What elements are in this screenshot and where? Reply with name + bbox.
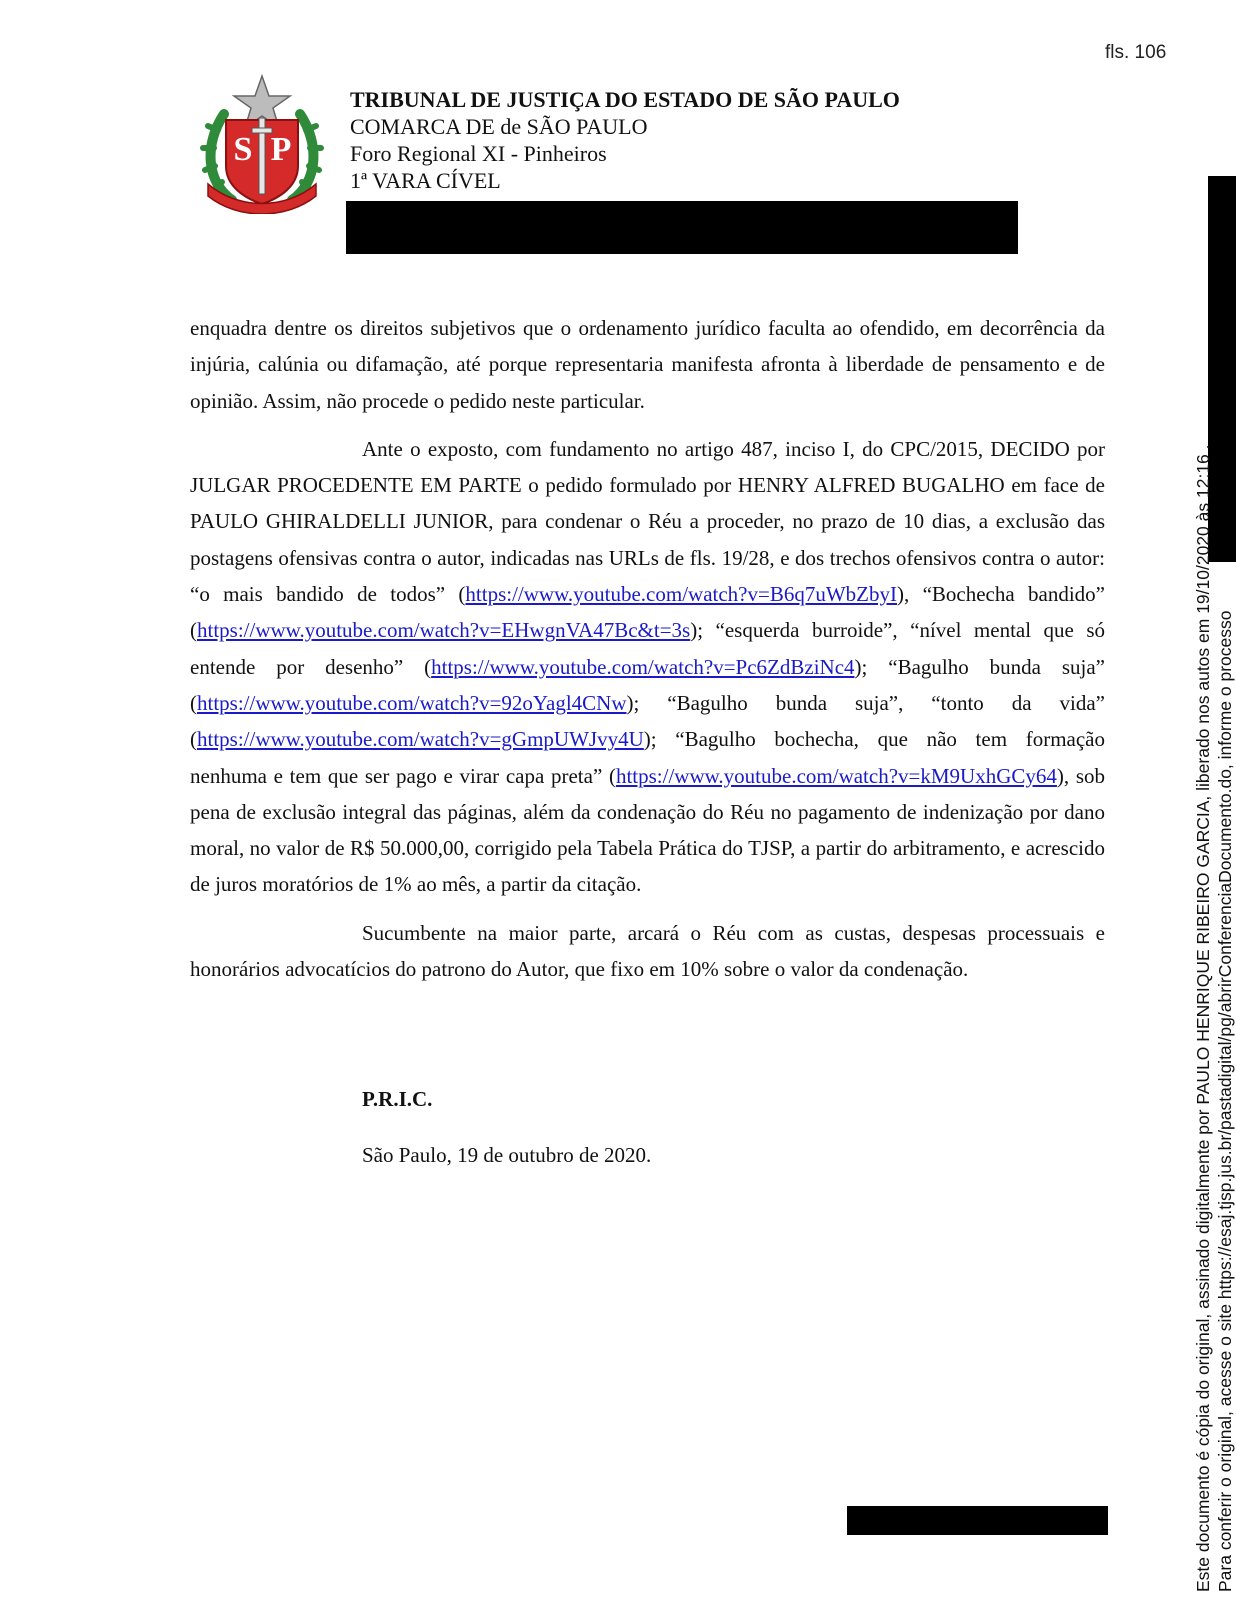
comarca: COMARCA DE de SÃO PAULO [350,114,648,139]
court-name: TRIBUNAL DE JUSTIÇA DO ESTADO DE SÃO PAULO [350,87,900,112]
youtube-link[interactable]: https://www.youtube.com/watch?v=gGmpUWJvy4U [197,727,644,752]
paragraph-costs: Sucumbente na maior parte, arcará o Réu com as custas, despesas processuais e honorários advocatícios do patrono do Autor, que fixo em 10% sobre o valor da condenação. [190,920,1105,982]
court-header [350,86,900,194]
svg-text:P: P [270,131,292,168]
paragraph-decision: Ante o exposto, com fundamento no artigo 487, inciso I, do CPC/2015, DECIDO por JULGAR PROCEDENTE EM PARTE o pedido formulado por HENRY ALFRED BUGALHO em face de PAULO GHIRALDELLI JUNIOR, para condenar o Réu a proceder, no prazo de 10 dias, a exclusão das postagens ofensivas contra o autor, indicadas nas URLs de fls. 19/28, e dos trechos ofensivos contra o autor: “o mais bandido de todos” (https://www.youtube.com/watch?v=B6q7uWbZbyI), “Bochecha bandido” (https://www.youtube.com/watch?v=EHwgnVA47Bc&t=3s); “esquerda burroide”, “nível mental que só entende por desenho” (https://www.youtube.com/watch?v=Pc6ZdBziNc4); “Bagulho bunda suja” (https://www.youtube.com/watch?v=92oYagl4CNw); “Bagulho bunda suja”, “tonto da vida” (https://www.youtube.com/watch?v=gGmpUWJvy4U); “Bagulho bochecha, que não tem formação nenhuma e tem que ser pago e virar capa preta” (https://www.youtube.com/watch?v=kM9UxhGCy64), sob pena de exclusão integral das páginas, além da condenação do Réu no pagamento de indenização por dano moral, no valor de R$ 50.000,00, corrigido pela Tabela Prática do TJSP, a partir do arbitramento, e acrescido de juros moratórios de 1% ao mês, a partir da citação. [190,436,1106,897]
redaction-bar-bottom [847,1506,1108,1535]
youtube-link[interactable]: https://www.youtube.com/watch?v=B6q7uWbZbyI [465,582,897,607]
digital-signature-note [1192,444,1236,1592]
foro: Foro Regional XI - Pinheiros [350,141,607,166]
sao-paulo-state-seal-icon [198,74,326,214]
vara: 1ª VARA CÍVEL [350,168,501,193]
paragraph-continuation: enquadra dentre os direitos subjetivos que o ordenamento jurídico faculta ao ofendido, em decorrência da injúria, calúnia ou difamação, até porque representaria manifesta afronta à liberdade de pensamento e de opinião. Assim, não procede o pedido neste particular. [190,316,1105,413]
signature-date: São Paulo, 19 de outubro de 2020. [362,1143,652,1167]
redaction-bar-top [346,201,1018,254]
page-number: fls. 106 [1105,42,1167,63]
youtube-link[interactable]: https://www.youtube.com/watch?v=Pc6ZdBziNc4 [431,654,855,679]
youtube-link[interactable]: https://www.youtube.com/watch?v=92oYagl4CNw [197,690,627,715]
signature-note-line1: Este documento é cópia do original, assinado digitalmente por PAULO HENRIQUE RIBEIRO GARCIA, liberado nos autos em 19/10/2020 às 12:16 . [1193,444,1213,1592]
pric-label: P.R.I.C. [362,1087,433,1111]
youtube-link[interactable]: https://www.youtube.com/watch?v=kM9UxhGCy64 [615,763,1057,788]
signature-note-line2: Para conferir o original, acesse o site https://esaj.tjsp.jus.br/pastadigital/pg/abrirConferenciaDocumento.do, informe o processo [1215,610,1235,1592]
document-body [190,310,1105,999]
youtube-link[interactable]: https://www.youtube.com/watch?v=EHwgnVA47Bc&t=3s [197,618,691,643]
svg-text:S: S [233,131,253,168]
